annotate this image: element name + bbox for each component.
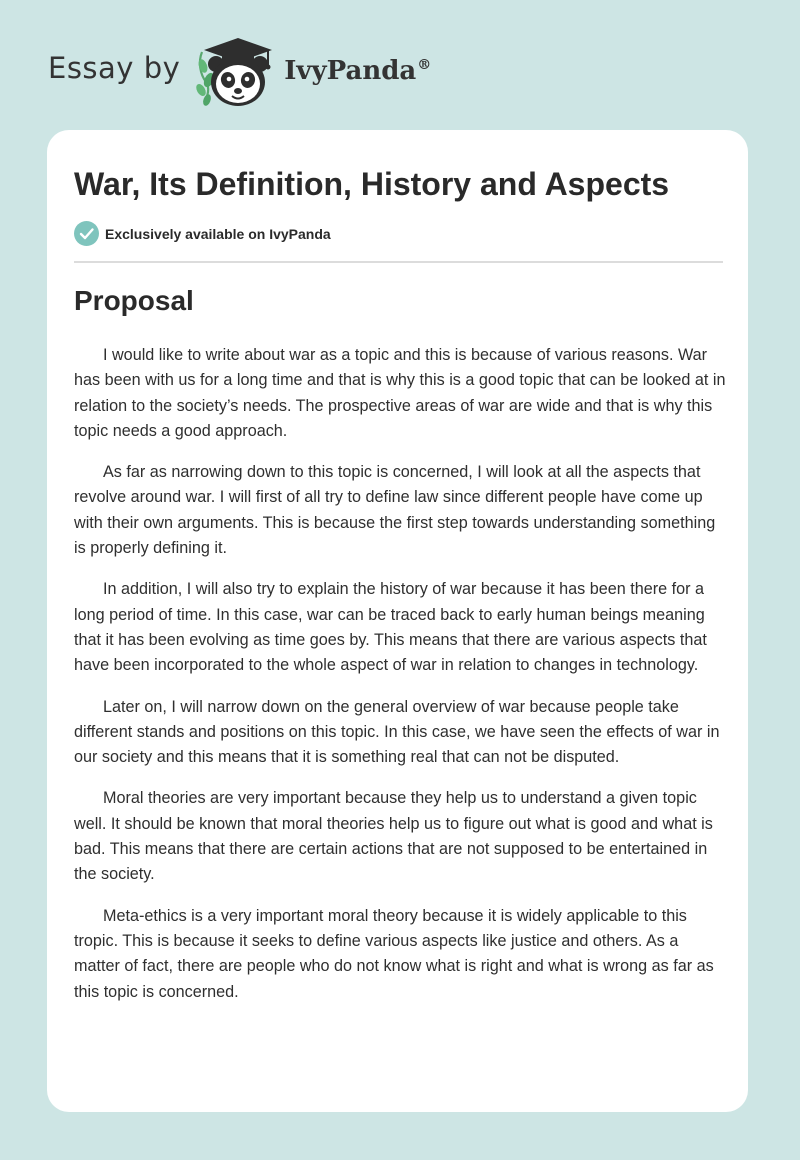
essay-card (47, 130, 748, 1112)
exclusive-badge (74, 221, 331, 246)
panda-graduate-icon (194, 30, 280, 110)
divider (74, 261, 723, 263)
essay-body (74, 343, 726, 1021)
section-heading: Proposal (74, 285, 194, 316)
brand-header[interactable] (48, 30, 431, 110)
brand-name (284, 56, 431, 86)
registered-mark: ® (417, 57, 432, 74)
brand-name-text: IvyPanda (284, 56, 417, 86)
paragraph: Meta-ethics is a very important moral theory because it is widely applicable to this tropic. This is because it seeks to define various aspects like justice and others. As a matter of fact, there are people who do not know what is right and what is wrong as far as this topic is concerned. (74, 906, 714, 1001)
badge-text: Exclusively available on IvyPanda (105, 225, 331, 242)
paragraph: As far as narrowing down to this topic is concerned, I will look at all the aspects that revolve around war. I will first of all try to define law since different people have come up with their own arguments. This is because the first step towards understanding something is properly defining it. (74, 463, 716, 558)
paragraph: I would like to write about war as a topic and this is because of various reasons. War has been with us for a long time and that is why this is a good topic that can be looked at in relation to the society’s needs. The prospective areas of war are wide and that is why this topic needs a good approach. (74, 346, 726, 440)
check-circle-icon (74, 221, 99, 246)
brand-prefix: Essay by (48, 51, 181, 85)
page-title: War, Its Definition, History and Aspects (74, 166, 670, 202)
paragraph: Moral theories are very important because they help us to understand a given topic well. It should be known that moral theories help us to figure out what is good and what is bad. This means that there are certain actions that are not supposed to be entertained in the society. (74, 789, 713, 884)
paragraph: In addition, I will also try to explain the history of war because it has been there for a long period of time. In this case, war can be traced back to early human beings meaning that it has been evolving as time goes by. This means that there are various aspects that have been incorporated to the whole aspect of war in relation to changes in technology. (74, 580, 707, 675)
paragraph: Later on, I will narrow down on the general overview of war because people take different stands and positions on this topic. In this case, we have seen the effects of war in our society and this means that it is something real that can not be disputed. (74, 697, 720, 767)
